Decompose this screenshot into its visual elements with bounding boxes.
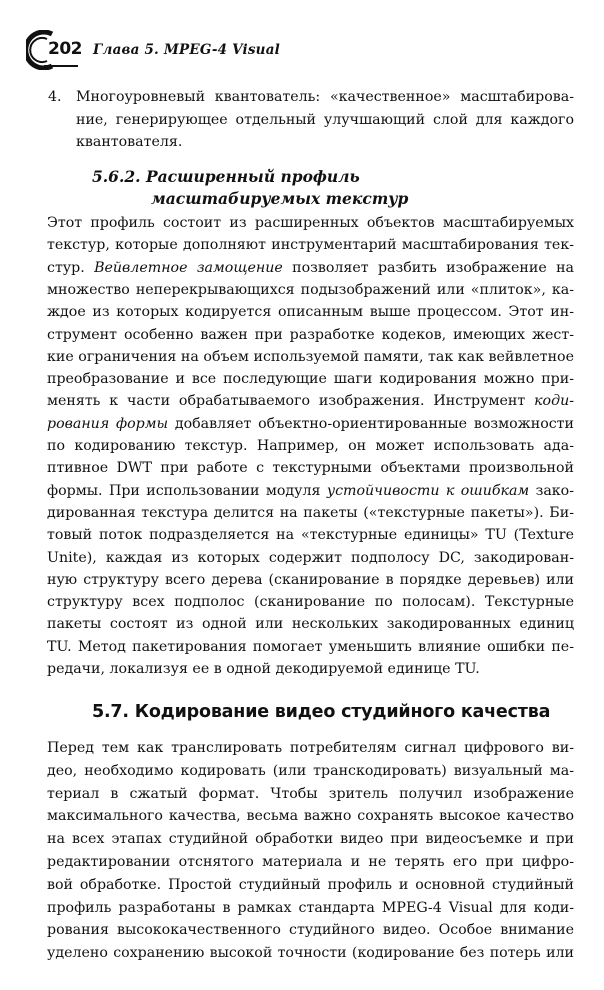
- text-run: редачи, локализуя ее в одной декодируемой единице TU.: [47, 661, 480, 677]
- text-run: ждое из которых кодируется описанным выше процессом. Этот ин-: [47, 304, 574, 321]
- italic-term: рования формы: [47, 415, 169, 432]
- text-line: [47, 457, 574, 479]
- text-line: [47, 301, 574, 323]
- section-heading: 5.7. Кодирование видео студийного качества: [92, 702, 551, 722]
- subsection-heading-line: масштабируемых текстур: [151, 189, 409, 208]
- text-line: уделено сохранению высокой точности (кодирование без потерь или: [47, 945, 574, 962]
- text-line: териал в сжатый формат. Чтобы зритель получил изображение: [47, 785, 574, 802]
- text-line: [47, 435, 574, 457]
- text-run: стур.: [47, 259, 95, 276]
- text-line: [47, 212, 574, 234]
- italic-term: устойчивости к ошибкам: [326, 482, 530, 499]
- text-line: [47, 480, 574, 502]
- text-run: кие ограничения на объем используемой памяти, так как вейвлетное: [47, 348, 574, 365]
- text-run: струмент особенно важен при разработке кодеков, имеющих жест-: [47, 326, 574, 343]
- text-line: редактировании отснятого материала и не терять его при цифро-: [47, 854, 574, 870]
- text-line: [47, 346, 574, 368]
- text-run: добавляет объектно-ориентированные возможности: [168, 415, 574, 432]
- text-run: текстур, которые дополняют инструментарий масштабирования тек-: [47, 237, 574, 254]
- text-run: Unite), каждая из которых содержит подполосу DC, закодирован-: [47, 549, 574, 566]
- text-run: товый поток подразделяется на «текстурные единицы» TU (Texture: [47, 527, 574, 544]
- text-run: множество неперекрывающихся подызображений или «плиток», ка-: [47, 281, 574, 298]
- text-run: по кодированию текстур. Например, он может использовать ада-: [47, 438, 574, 454]
- text-line: [47, 390, 574, 412]
- text-line: рования высококачественного студийного видео. Особое внимание: [47, 922, 574, 939]
- text-line: [47, 368, 574, 390]
- text-run: птивное DWT при работе с текстурными объектами произвольной: [47, 460, 574, 477]
- text-line: профиль разработаны в рамках стандарта MPEG-4 Visual для коди-: [47, 899, 574, 916]
- italic-term: Вейвлетное замощение: [94, 259, 283, 276]
- subsection-heading: [92, 166, 512, 210]
- text-run: пакеты состоят из одной или нескольких закодированных единиц: [47, 616, 574, 633]
- text-line: Перед тем как транслировать потребителям сигнал цифрового ви-: [47, 740, 574, 756]
- text-line: [47, 413, 574, 435]
- text-run: менять к части обрабатываемого изображения. Инструмент: [47, 393, 535, 410]
- page-number: 202: [48, 39, 82, 59]
- list-item-line: квантователя.: [76, 134, 183, 150]
- text-run: зако-: [529, 482, 574, 499]
- text-run: TU. Метод пакетирования помогает уменьшить влияние ошибки пе-: [47, 638, 574, 655]
- text-line: [47, 636, 574, 658]
- text-line: на всех этапах студийной обработки видео при видеосъемке и при: [47, 831, 574, 848]
- text-run: позволяет разбить изображение на: [282, 259, 575, 276]
- text-line: [47, 524, 574, 546]
- text-line: [47, 613, 574, 635]
- text-line: максимального качества, весьма важно сохранять высокое качество: [47, 808, 574, 825]
- text-line: [47, 569, 574, 591]
- text-line: [47, 324, 574, 346]
- list-item-number: 4.: [48, 89, 62, 105]
- text-run: структуру всех подполос (сканирование по полосам). Текстурные: [47, 594, 574, 611]
- text-line: [47, 257, 574, 279]
- text-line: вой обработке. Простой студийный профиль и основной студийный: [47, 876, 574, 893]
- text-line: [47, 279, 574, 301]
- running-header: [26, 30, 566, 70]
- text-run: ную структуру всего дерева (сканирование в порядке деревьев) или: [47, 571, 574, 588]
- list-item-line: ние, генерирующее отдельный улучшающий слой для каждого: [76, 111, 574, 128]
- text-run: Этот профиль состоит из расширенных объектов масштабируемых: [47, 215, 574, 231]
- text-run: дированная текстура делится на пакеты («текстурные пакеты»). Би-: [47, 504, 574, 521]
- text-line: [47, 547, 574, 569]
- text-line: [47, 234, 574, 256]
- subsection-heading-line: 5.6.2. Расширенный профиль: [92, 167, 360, 186]
- text-line: део, необходимо кодировать (или транскодировать) визуальный ма-: [47, 762, 574, 779]
- running-title: Глава 5. MPEG-4 Visual: [93, 42, 280, 58]
- list-item-line: Многоуровневый квантователь: «качественное» масштабирова-: [76, 89, 574, 105]
- text-line: [47, 502, 574, 524]
- text-run: преобразование и все последующие шаги кодирования можно при-: [47, 371, 574, 388]
- text-run: формы. При использовании модуля: [47, 482, 327, 499]
- italic-term: коди-: [534, 393, 574, 410]
- text-line: [47, 658, 574, 680]
- text-line: [47, 591, 574, 613]
